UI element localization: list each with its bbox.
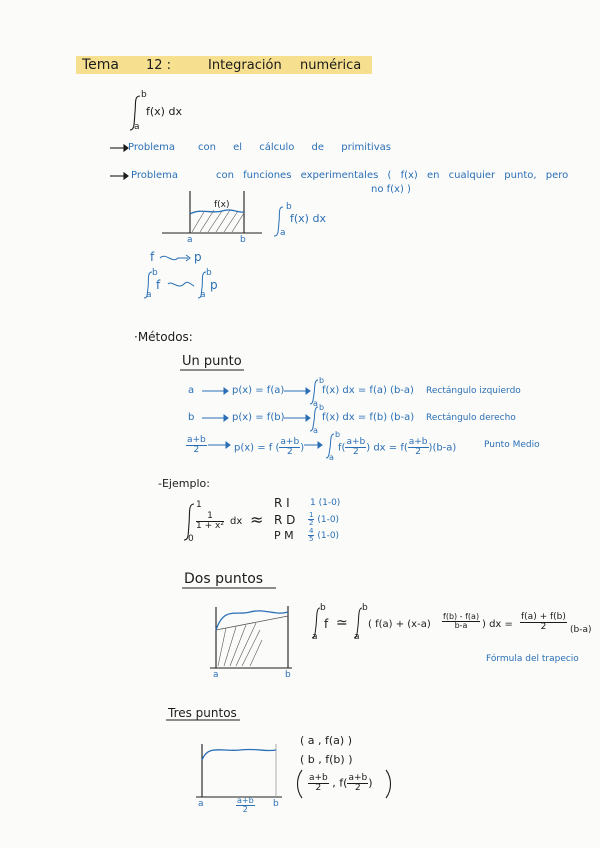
- rd-den: 2: [309, 519, 314, 527]
- tp-mid: [236, 797, 255, 814]
- row1-lower: a: [313, 399, 318, 408]
- row3-p-frac-num: a+b: [280, 437, 300, 447]
- title-numerica: numérica: [300, 58, 362, 73]
- tp-mid-num: a+b: [237, 796, 254, 805]
- dp-result-num: f(a) + f(b): [521, 612, 566, 622]
- fig1-int-upper: b: [286, 202, 292, 212]
- arrow-icon: [110, 145, 128, 179]
- fig1-curve-label: f(x): [214, 200, 230, 210]
- problem-1-text: con el cálculo de primitivas: [198, 142, 391, 153]
- dp-lhs-lower: a: [312, 632, 318, 642]
- dp-rhs-lower: a: [354, 632, 360, 642]
- problem-1-label: Problema: [128, 142, 176, 153]
- tp-mid-den: 2: [242, 805, 248, 814]
- tp-b: b: [273, 799, 279, 809]
- ejemplo-heading: -Ejemplo:: [158, 477, 210, 490]
- figure-trapezoid: [210, 606, 292, 668]
- three-points-heading: Tres puntos: [168, 706, 237, 720]
- row3-int-frac-num: a+b: [346, 437, 366, 447]
- tp-point-2: ( b , f(b) ): [300, 753, 353, 766]
- row1-upper: b: [319, 376, 325, 385]
- row3-int: f( $\frac{a+b}{2}$ ) dx = f( $\frac{a+b}{2}$ )(b-a): [338, 437, 457, 457]
- approx-e1: f: [156, 278, 161, 292]
- ejemplo-upper: 1: [196, 500, 202, 510]
- row3-point-den: 2: [193, 445, 200, 455]
- row2-p: p(x) = f(b): [232, 412, 285, 423]
- dp-frac: [442, 613, 480, 630]
- tp-pt3-num2: a+b: [348, 773, 368, 783]
- row1-int: f(x) dx = f(a) (b-a): [322, 385, 414, 396]
- row3-p-frac-den: 2: [286, 447, 293, 457]
- approx-u1: b: [152, 268, 158, 278]
- approx-e2: p: [210, 278, 218, 292]
- figure-area-under-curve: [162, 191, 283, 236]
- row2-name: Rectángulo derecho: [426, 413, 516, 423]
- approx-u2: b: [206, 268, 212, 278]
- figure-three-points: [196, 744, 282, 797]
- row1-name: Rectángulo izquierdo: [426, 386, 521, 396]
- pm-num: 4: [309, 527, 314, 535]
- row2-int: f(x) dx = f(b) (b-a): [322, 412, 415, 423]
- tp-pt3-mid: , f: [332, 776, 344, 790]
- row3-p: p(x) = f ( $\frac{a+b}{2}$ ): [234, 437, 305, 457]
- metodos-heading: ·Métodos:: [134, 330, 193, 344]
- fig1-b: b: [240, 235, 246, 245]
- dp-result-tail: (b-a): [570, 625, 592, 635]
- dp-lhs: f: [324, 617, 329, 631]
- trapezoid-caption: Fórmula del trapecio: [486, 654, 579, 664]
- row3-p-text: p(x) = f: [234, 442, 273, 454]
- tp-point-1: ( a , f(a) ): [300, 734, 353, 747]
- row3-int-frac2-num: a+b: [408, 437, 428, 447]
- fig1-int-expr: f(x) dx: [290, 212, 326, 225]
- dp-rhs-upper: b: [362, 603, 368, 613]
- problem-2-text2: no f(x) ): [371, 184, 411, 195]
- dp-a: a: [213, 670, 219, 680]
- dp-frac-num: f(b) - f(a): [443, 612, 480, 621]
- tp-pt3-den2: 2: [354, 783, 361, 793]
- rd-tail: (1-0): [317, 515, 340, 525]
- approx-f: f: [150, 250, 155, 264]
- tp-a: a: [198, 799, 204, 809]
- dp-rhs: ( f(a) + (x-a): [368, 619, 431, 630]
- title-number: 12 :: [146, 58, 172, 73]
- fig1-a: a: [187, 235, 193, 245]
- approx-p: p: [194, 250, 202, 264]
- ejemplo-dx: dx: [230, 516, 243, 527]
- row3-int-f: f: [338, 442, 342, 454]
- row2-point: b: [188, 412, 195, 423]
- row3-point-num: a+b: [187, 435, 206, 445]
- approx-l2: a: [200, 290, 206, 300]
- row2-upper: b: [319, 403, 325, 412]
- row3-int-frac2-den: 2: [415, 447, 421, 457]
- tp-pt3-num: a+b: [309, 773, 328, 783]
- problem-2-text: con funciones experimentales ( f(x) en cualquier punto, pero: [216, 170, 569, 181]
- dp-lhs-upper: b: [320, 603, 326, 613]
- title-tema: Tema: [82, 57, 120, 73]
- row1-point: a: [188, 385, 195, 396]
- rd-num: 1: [309, 511, 314, 519]
- title-integracion: Integración: [208, 58, 282, 73]
- ejemplo-approx: ≈: [250, 510, 264, 529]
- ejemplo-pm-value: [308, 528, 339, 543]
- dp-result-den: 2: [540, 622, 547, 632]
- intro-expr: f(x) dx: [146, 105, 182, 118]
- problem-2-label: Problema: [131, 170, 179, 181]
- ejemplo-den: 1 + x²: [196, 521, 224, 531]
- dp-close: ) dx =: [482, 619, 513, 630]
- row1-p: p(x) = f(a): [232, 385, 285, 396]
- row3-name: Punto Medio: [484, 440, 540, 450]
- one-point-heading: Un punto: [182, 354, 242, 369]
- row2-lower: a: [313, 426, 318, 435]
- ejemplo-rd-value: [308, 512, 339, 527]
- approx-l1: a: [146, 290, 152, 300]
- intro-lower: a: [134, 122, 140, 132]
- dp-b: b: [285, 670, 291, 680]
- ejemplo-pm: P M: [274, 529, 294, 542]
- ejemplo-integrand: [196, 512, 224, 531]
- ejemplo-lower: 0: [188, 534, 194, 544]
- tp-pt3-den: 2: [315, 783, 322, 793]
- ejemplo-ri-value: 1 (1-0): [310, 498, 341, 508]
- fig1-int-lower: a: [280, 228, 286, 238]
- ejemplo-ri: R I: [274, 496, 290, 510]
- intro-upper: b: [141, 90, 147, 100]
- row3-int-tail: (b-a): [432, 442, 457, 454]
- dp-approx: ≃: [336, 615, 348, 631]
- pm-tail: (1-0): [317, 531, 340, 541]
- pm-den: 5: [309, 535, 314, 543]
- two-points-heading: Dos puntos: [184, 571, 264, 587]
- tp-point-3: $\frac{a+b}{2}$ , f( $\frac{a+b}{2}$ ): [309, 773, 373, 793]
- row3-int-frac-den: 2: [352, 447, 359, 457]
- row3-upper: b: [335, 430, 341, 439]
- ejemplo-num: 1: [196, 512, 224, 522]
- dp-frac-den: b-a: [454, 621, 468, 630]
- row3-point: [186, 436, 207, 455]
- dp-result: [520, 613, 567, 632]
- row3-lower: a: [329, 453, 334, 462]
- ejemplo-rd: R D: [274, 513, 296, 527]
- row3-int-mid: dx = f: [373, 442, 404, 454]
